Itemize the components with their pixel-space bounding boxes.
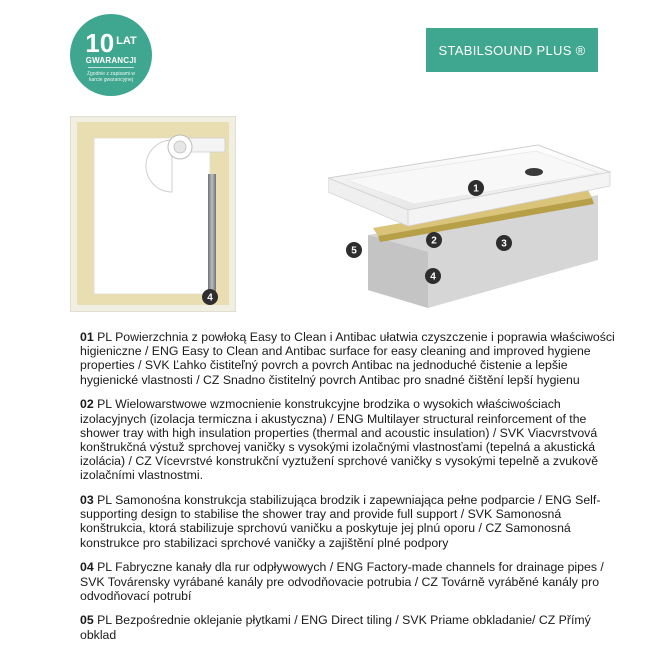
feature-item-04 [80,560,620,603]
feature-text: PL Powierzchnia z powłoką Easy to Clean i Antibac ułatwia czyszczenie i poprawia właściwości higieniczne / ENG Easy to Clean and Antibac surface for easy cleaning and improved hygiene properties / SVK Ľahko čistiteľný povrch a povrch Antibac na jednoduché čistenie a lepšie hygienické vlastnosti / CZ Snadno čistitelný povrch Antibac pro snadné čištění lepší hygienu [80,330,615,387]
warranty-note: Zgodnie z zapisami w karcie gwarancyjnej [86,71,136,83]
feature-item-02 [80,397,620,482]
feature-number: 02 [80,397,94,412]
warranty-unit: LAT [116,35,137,47]
feature-number: 01 [80,330,94,344]
warranty-word: GWARANCJI [85,56,137,65]
feature-number: 03 [80,493,94,508]
feature-item-01 [80,330,620,387]
marker-4-label: 4 [430,271,436,283]
feature-text: PL Wielowarstwowe wzmocnienie konstrukcyjne brodzika o wysokich właściwościach izolacyjnych (izolacja termiczna i akustyczna) / ENG Multilayer structural reinforcement of the shower tray with high insulation properties (thermal and acoustic insulation) / SVK Viacvrstvová konštrukčná výstuž sprchovej vaničky s vysokými izolačnými vlastnosťami (tepelná a akustická izolácia) / CZ Vícevrstvé konstrukční vyztužení sprchové vaničky s vysokými tepelně a zvukově izolačními vlastnostmi. [80,397,599,483]
feature-number: 05 [80,613,94,628]
product-name-label: STABILSOUND PLUS ® [426,28,598,72]
marker-1-label: 1 [473,183,479,195]
feature-item-03 [80,493,620,550]
feature-descriptions [80,330,620,652]
warranty-badge [70,14,152,96]
warranty-years: 10 $^{LAT}$ [85,28,137,58]
feature-item-05 [80,613,620,641]
tray-top-view-image [70,116,236,312]
badge-divider [88,67,134,68]
feature-text: PL Samonośna konstrukcja stabilizująca brodzik i zapewniająca pełne podparcie / ENG Self-supporting design to stabilise the shower tray and provide full support / SVK Samonosná konštrukcia, ktorá stabilizuje sprchovú vaničku a poskytuje jej plnú oporu / CZ Samonosná konstrukce pro stabilizaci sprchové vaničky a zajištění plné podpory [80,493,601,550]
feature-text: PL Fabryczne kanały dla rur odpływowych / ENG Factory-made channels for drainage pipes / SVK Továrensky vyrábané kanály pre odvodňovacie potrubia / CZ Továrně vyráběné kanály pro odvodňovací potrubí [80,560,604,603]
tray-drain-hole [525,168,543,176]
feature-number: 04 [80,560,94,575]
feature-text: PL Bezpośrednie oklejanie płytkami / ENG Direct tiling / SVK Priame obkladanie/ CZ Přímý obklad [80,613,591,642]
marker-2-label: 2 [431,235,437,247]
drain-hole [174,141,186,153]
marker-5-label: 5 [351,245,357,257]
marker-4-top-label: 4 [207,292,213,304]
tray-cross-section-image [328,140,618,316]
drain-pipe [208,174,216,292]
marker-3-label: 3 [501,238,507,250]
